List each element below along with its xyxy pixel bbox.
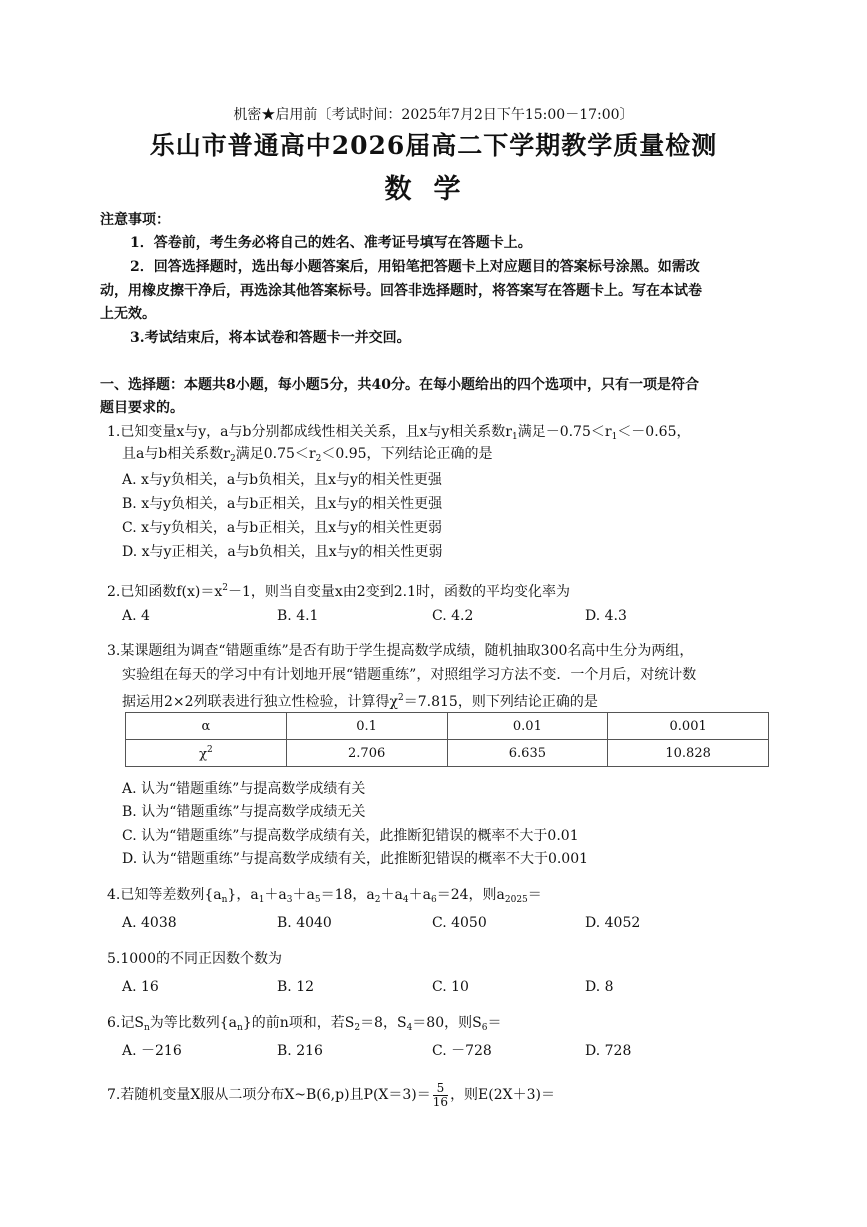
q1-stem-line-2: 且a与b相关系数$r_2$满足$0.75<r_2<0.95$，下列结论正确的是: [122, 446, 493, 464]
notice-heading: 注意事项：: [100, 212, 170, 228]
q6-stem: 6.记$S_n$为等比数列$\{a_n\}$的前n项和，若$S_2=8$，$S_4=80$，则$S_6=$: [107, 1015, 502, 1033]
q5-option-a: A. 16: [122, 979, 159, 995]
exam-title: 乐山市普通高中2026届高二下学期教学质量检测: [149, 131, 718, 160]
table-cell: 10.828: [608, 740, 769, 767]
notice-item-2-line-1: 2．回答选择题时，选出每小题答案后，用铅笔把答题卡上对应题目的答案标号涂黑。如需改: [130, 259, 700, 275]
q6-option-b: B. 216: [277, 1043, 323, 1059]
q5-stem: 5.1000的不同正因数个数为: [107, 951, 282, 967]
q1-option-a: A. x与y负相关，a与b负相关，且x与y的相关性更强: [122, 472, 442, 488]
table-cell: α: [126, 713, 287, 740]
q3-option-b: B. 认为“错题重练”与提高数学成绩无关: [122, 804, 366, 820]
q7-stem: 7.若随机变量X服从二项分布X~B(6,p)且P(X＝3)＝ $\frac{5}{16}$ ，则E(2X＋3)＝: [107, 1080, 555, 1109]
q4-option-a: A. 4038: [122, 915, 177, 931]
q2-option-d: D. 4.3: [585, 608, 627, 624]
notice-item-2-line-3: 上无效。: [100, 306, 156, 322]
notice-item-2-line-2: 动，用橡皮擦干净后，再选涂其他答案标号。回答非选择题时，将答案写在答题卡上。写在本试卷: [100, 283, 702, 299]
q4-stem: 4.已知等差数列$\{a_n\}$，$a_1+a_3+a_5=18$，$a_2+a_4+a_6=24$，则$a_{2025}=$: [107, 887, 542, 905]
q4-option-b: B. 4040: [277, 915, 332, 931]
q6-option-c: C. －728: [432, 1043, 492, 1059]
q3-stem-line-2: 实验组在每天的学习中有计划地开展“错题重练”，对照组学习方法不变．一个月后，对统计数: [122, 667, 697, 683]
q3-option-a: A. 认为“错题重练”与提高数学成绩有关: [122, 781, 366, 797]
q5-option-b: B. 12: [277, 979, 315, 995]
q5-option-c: C. 10: [432, 979, 469, 995]
q1-option-c: C. x与y负相关，a与b正相关，且x与y的相关性更弱: [122, 520, 443, 536]
q3-stem-line-3: 据运用2×2列联表进行独立性检验，计算得$\chi^2=7.815$，则下列结论正确的是: [122, 693, 598, 710]
table-cell: 0.01: [447, 713, 608, 740]
q4-option-c: C. 4050: [432, 915, 487, 931]
table-cell: 6.635: [447, 740, 608, 767]
q2-option-c: C. 4.2: [432, 608, 474, 624]
q3-option-d: D. 认为“错题重练”与提高数学成绩有关，此推断犯错误的概率不大于0.001: [122, 851, 589, 867]
notice-item-1: 1．答卷前，考生务必将自己的姓名、准考证号填写在答题卡上。: [130, 235, 532, 251]
q6-option-a: A. －216: [122, 1043, 182, 1059]
q2-option-a: A. 4: [122, 608, 150, 624]
subject-title: 数学: [384, 174, 483, 205]
notice-item-3: 3.考试结束后，将本试卷和答题卡一并交回。: [130, 330, 411, 346]
q3-stem-line-1: 3.某课题组为调查“错题重练”是否有助于学生提高数学成绩，随机抽取300名高中生分为两组，: [107, 643, 694, 659]
section-heading-line-1: 一、选择题：本题共8小题，每小题5分，共40分。在每小题给出的四个选项中，只有一项是符合: [100, 377, 699, 393]
table-cell: 0.1: [286, 713, 447, 740]
q4-option-d: D. 4052: [585, 915, 641, 931]
table-row: [126, 740, 769, 767]
q2-option-b: B. 4.1: [277, 608, 319, 624]
section-heading-line-2: 题目要求的。: [100, 400, 184, 416]
table-cell: 2.706: [286, 740, 447, 767]
q3-option-c: C. 认为“错题重练”与提高数学成绩有关，此推断犯错误的概率不大于0.01: [122, 828, 579, 844]
q2-stem: 2.已知函数$f(x)=x^2-1$，则当自变量x由2变到2.1时，函数的平均变化率为: [107, 583, 570, 600]
q1-option-d: D. x与y正相关，a与b负相关，且x与y的相关性更弱: [122, 544, 443, 560]
q1-option-b: B. x与y负相关，a与b正相关，且x与y的相关性更强: [122, 496, 443, 512]
q6-option-d: D. 728: [585, 1043, 632, 1059]
fraction: $\frac{5}{16}$: [432, 1080, 449, 1109]
table-row: [126, 713, 769, 740]
q1-stem-line-1: 1.已知变量x与y，a与b分别都成线性相关关系，且x与y相关系数$r_1$满足$-0.75<r_1<-0.65$，: [107, 424, 691, 442]
q5-option-d: D. 8: [585, 979, 614, 995]
confidential-note: 机密★启用前〔考试时间：2025年7月2日下午15:00－17:00〕: [233, 107, 634, 123]
table-cell: 0.001: [608, 713, 769, 740]
chi-square-table: [125, 712, 769, 767]
table-cell: $\chi^2$: [126, 740, 287, 767]
